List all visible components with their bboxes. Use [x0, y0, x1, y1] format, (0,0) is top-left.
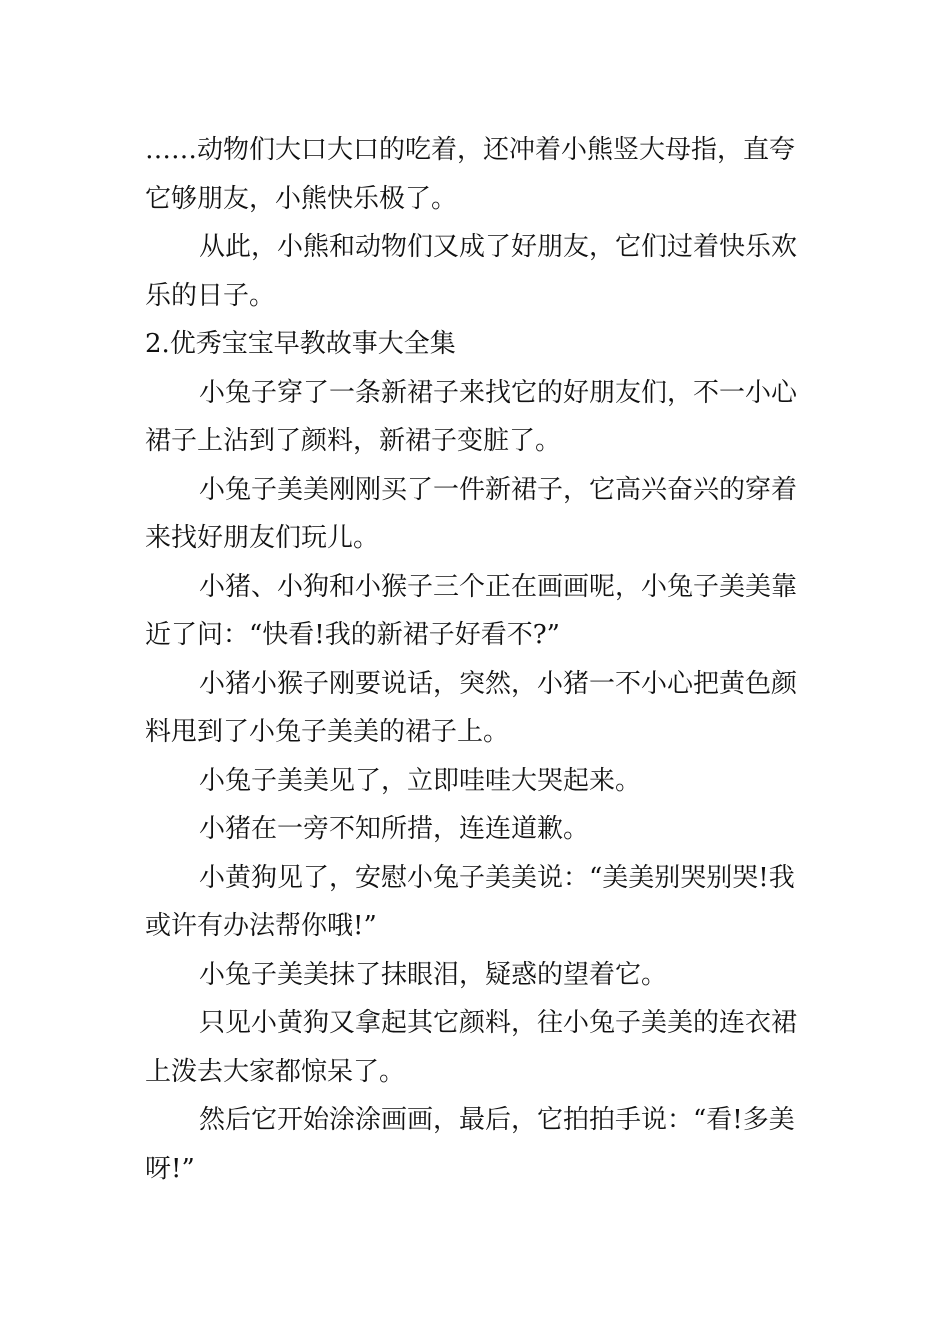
text-line: 乐的日子。: [145, 280, 276, 311]
text-line: 近了问：“快看!我的新裙子好看不?”: [145, 620, 560, 650]
paragraph-start-line: 小兔子美美刚刚买了一件新裙子，它高兴奋兴的穿着: [199, 474, 798, 505]
paragraph-start-line: 从此，小熊和动物们又成了好朋友，它们过着快乐欢: [199, 232, 798, 262]
paragraph-start-line: 小兔子美美抹了抹眼泪，疑惑的望着它。: [199, 959, 668, 990]
paragraph-start-line: 小猪小猴子刚要说话，突然，小猪一不小心把黄色颜: [199, 668, 798, 699]
text-line: 料甩到了小兔子美美的裙子上。: [145, 717, 510, 747]
document-body: [145, 126, 810, 1193]
paragraph-start-line: 小猪在一旁不知所措，连连道歉。: [199, 814, 590, 844]
text-line: 来找好朋友们玩儿。: [145, 523, 380, 553]
text-line: 它够朋友，小熊快乐极了。: [145, 183, 458, 214]
paragraph-start-line: 小猪、小狗和小猴子三个正在画画呢，小兔子美美靠: [199, 571, 798, 602]
text-line: 呀!”: [145, 1153, 195, 1184]
paragraph-start-line: 小兔子美美见了，立即哇哇大哭起来。: [199, 765, 642, 796]
paragraph-start-line: 然后它开始涂涂画画，最后，它拍拍手说：“看!多美: [199, 1105, 795, 1135]
text-line: 上泼去大家都惊呆了。: [145, 1056, 406, 1087]
paragraph-start-line: 只见小黄狗又拿起其它颜料，往小兔子美美的连衣裙: [199, 1008, 798, 1038]
section-heading: 2.优秀宝宝早教故事大全集: [145, 329, 456, 359]
text-line: ……动物们大口大口的吃着，还冲着小熊竖大母指，直夸: [145, 135, 796, 165]
text-line: 或许有办法帮你哦!”: [145, 911, 377, 941]
paragraph-start-line: 小黄狗见了，安慰小兔子美美说：“美美别哭别哭!我: [199, 862, 795, 893]
paragraph-start-line: 小兔子穿了一条新裙子来找它的好朋友们，不一小心: [199, 377, 798, 408]
text-line: 裙子上沾到了颜料，新裙子变脏了。: [145, 426, 562, 456]
